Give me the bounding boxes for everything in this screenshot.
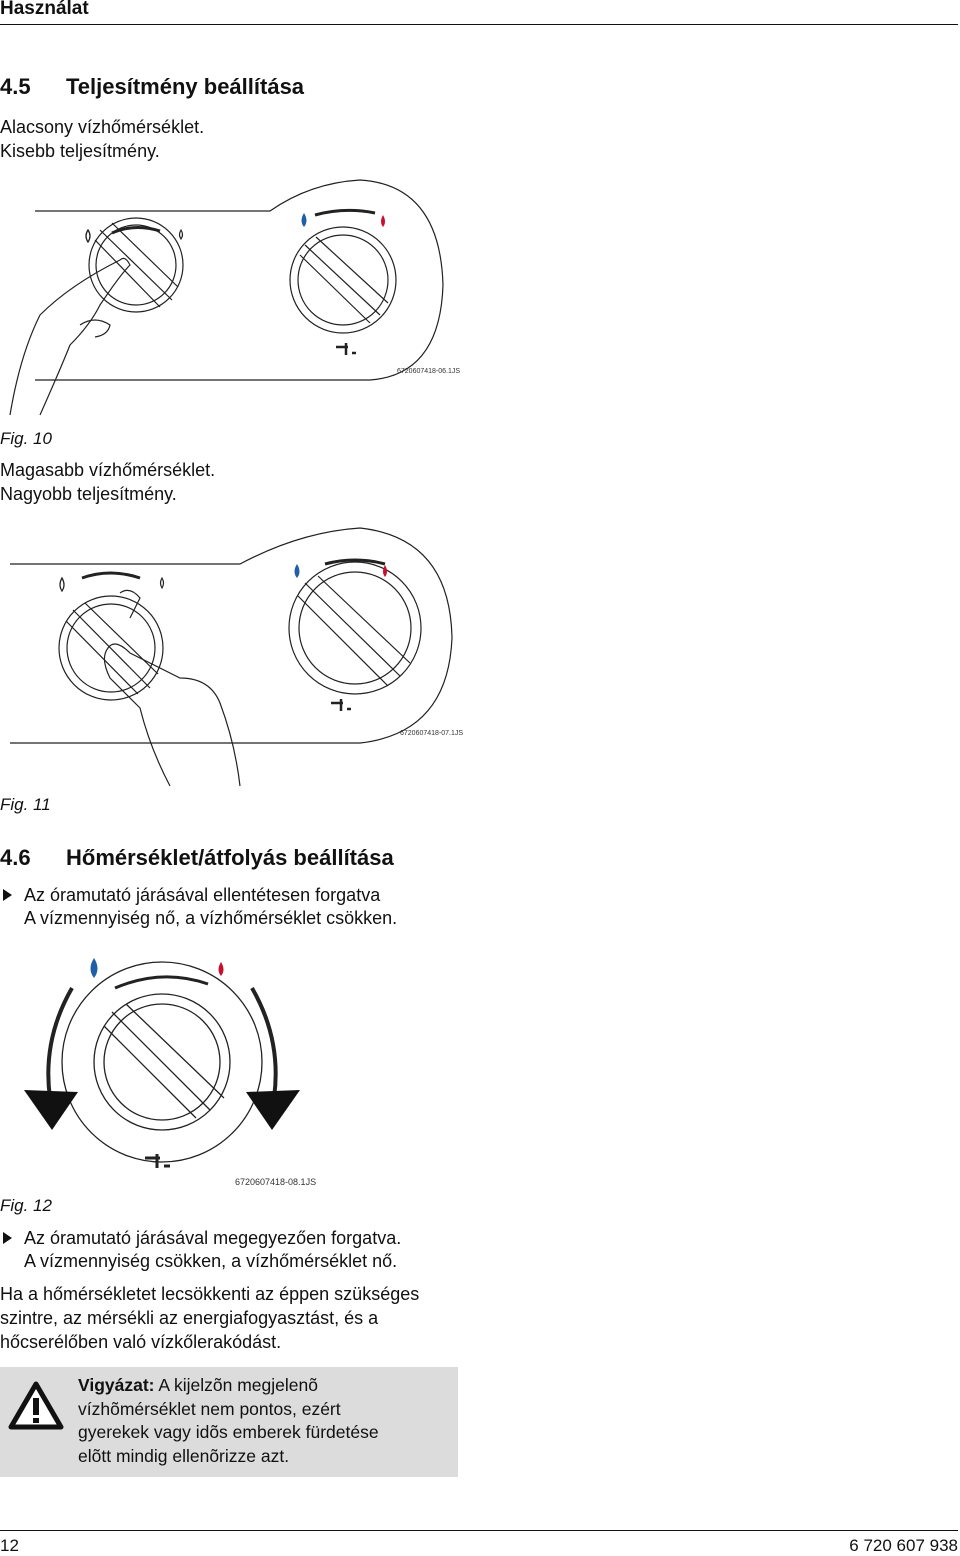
warning-line: A kijelzõn megjelenõ <box>154 1375 318 1395</box>
energy-paragraph <box>0 1282 419 1354</box>
bullet-counterclockwise <box>0 884 397 930</box>
section-number: 4.6 <box>0 845 31 870</box>
low-power-line: Kisebb teljesítmény. <box>0 141 160 161</box>
bullet-triangle-icon <box>3 889 12 901</box>
figure-12-code: 6720607418-08.1JS <box>235 1177 317 1187</box>
paragraph-line: hőcserélőben való vízkőlerakódást. <box>0 1332 282 1352</box>
paragraph-line: Ha a hőmérsékletet lecsökkenti az éppen szükséges <box>0 1284 420 1304</box>
arrow-clockwise-icon <box>246 1090 300 1130</box>
cold-water-drop-icon <box>302 213 307 227</box>
figure-10-code: 6720607418-06.1JS <box>397 368 461 375</box>
figure-10-caption: Fig. 10 <box>0 429 52 448</box>
warning-label: Vigyázat: <box>78 1375 155 1395</box>
figure-12-illustration <box>20 950 310 1190</box>
page-header-title: Használat <box>0 0 89 19</box>
figure-10-illustration <box>0 175 460 415</box>
document-number: 6 720 607 938 <box>849 1536 958 1555</box>
warning-text <box>78 1374 438 1468</box>
figure-11-code: 6720607418-07.1JS <box>400 730 464 737</box>
section-title: Hőmérséklet/átfolyás beállítása <box>66 845 394 870</box>
bullet-text: Az óramutató járásával megegyezően forgatva. <box>24 1228 402 1248</box>
section-heading-4-6 <box>0 845 394 871</box>
section-number: 4.5 <box>0 74 31 99</box>
low-temp-line: Alacsony vízhőmérséklet. <box>0 117 205 137</box>
warning-line: gyerekek vagy idõs emberek fürdetése <box>78 1422 379 1442</box>
bullet-text: A vízmennyiség csökken, a vízhőmérséklet nő. <box>24 1251 398 1271</box>
footer-rule <box>0 1530 958 1531</box>
page-number: 12 <box>0 1536 19 1555</box>
cold-water-drop-icon <box>295 564 300 578</box>
bullet-text: A vízmennyiség nő, a vízhőmérséklet csökken. <box>24 908 398 928</box>
figure-12-caption: Fig. 12 <box>0 1196 52 1215</box>
arrow-counterclockwise-icon <box>24 1090 78 1130</box>
bullet-text: Az óramutató járásával ellentétesen forgatva <box>24 885 381 905</box>
hot-water-drop-icon <box>219 962 224 976</box>
section-heading-4-5 <box>0 74 304 100</box>
high-temp-line: Magasabb vízhőmérséklet. <box>0 460 216 480</box>
section-title: Teljesítmény beállítása <box>66 74 305 99</box>
figure-11-illustration <box>0 528 460 788</box>
warning-line: elõtt mindig ellenõrizze azt. <box>78 1445 290 1466</box>
hot-water-drop-icon <box>383 565 387 577</box>
hot-water-drop-icon <box>381 215 385 227</box>
warning-triangle-icon <box>8 1381 64 1431</box>
bullet-clockwise <box>0 1227 401 1273</box>
paragraph-line: szintre, az mérsékli az energiafogyasztást, és a <box>0 1308 379 1328</box>
cold-water-drop-icon <box>91 958 98 978</box>
warning-line: vízhõmérséklet nem pontos, ezért <box>78 1398 341 1419</box>
bullet-triangle-icon <box>3 1232 12 1244</box>
figure-11-caption: Fig. 11 <box>0 795 51 814</box>
high-power-line: Nagyobb teljesítmény. <box>0 484 177 504</box>
header-rule <box>0 24 958 25</box>
